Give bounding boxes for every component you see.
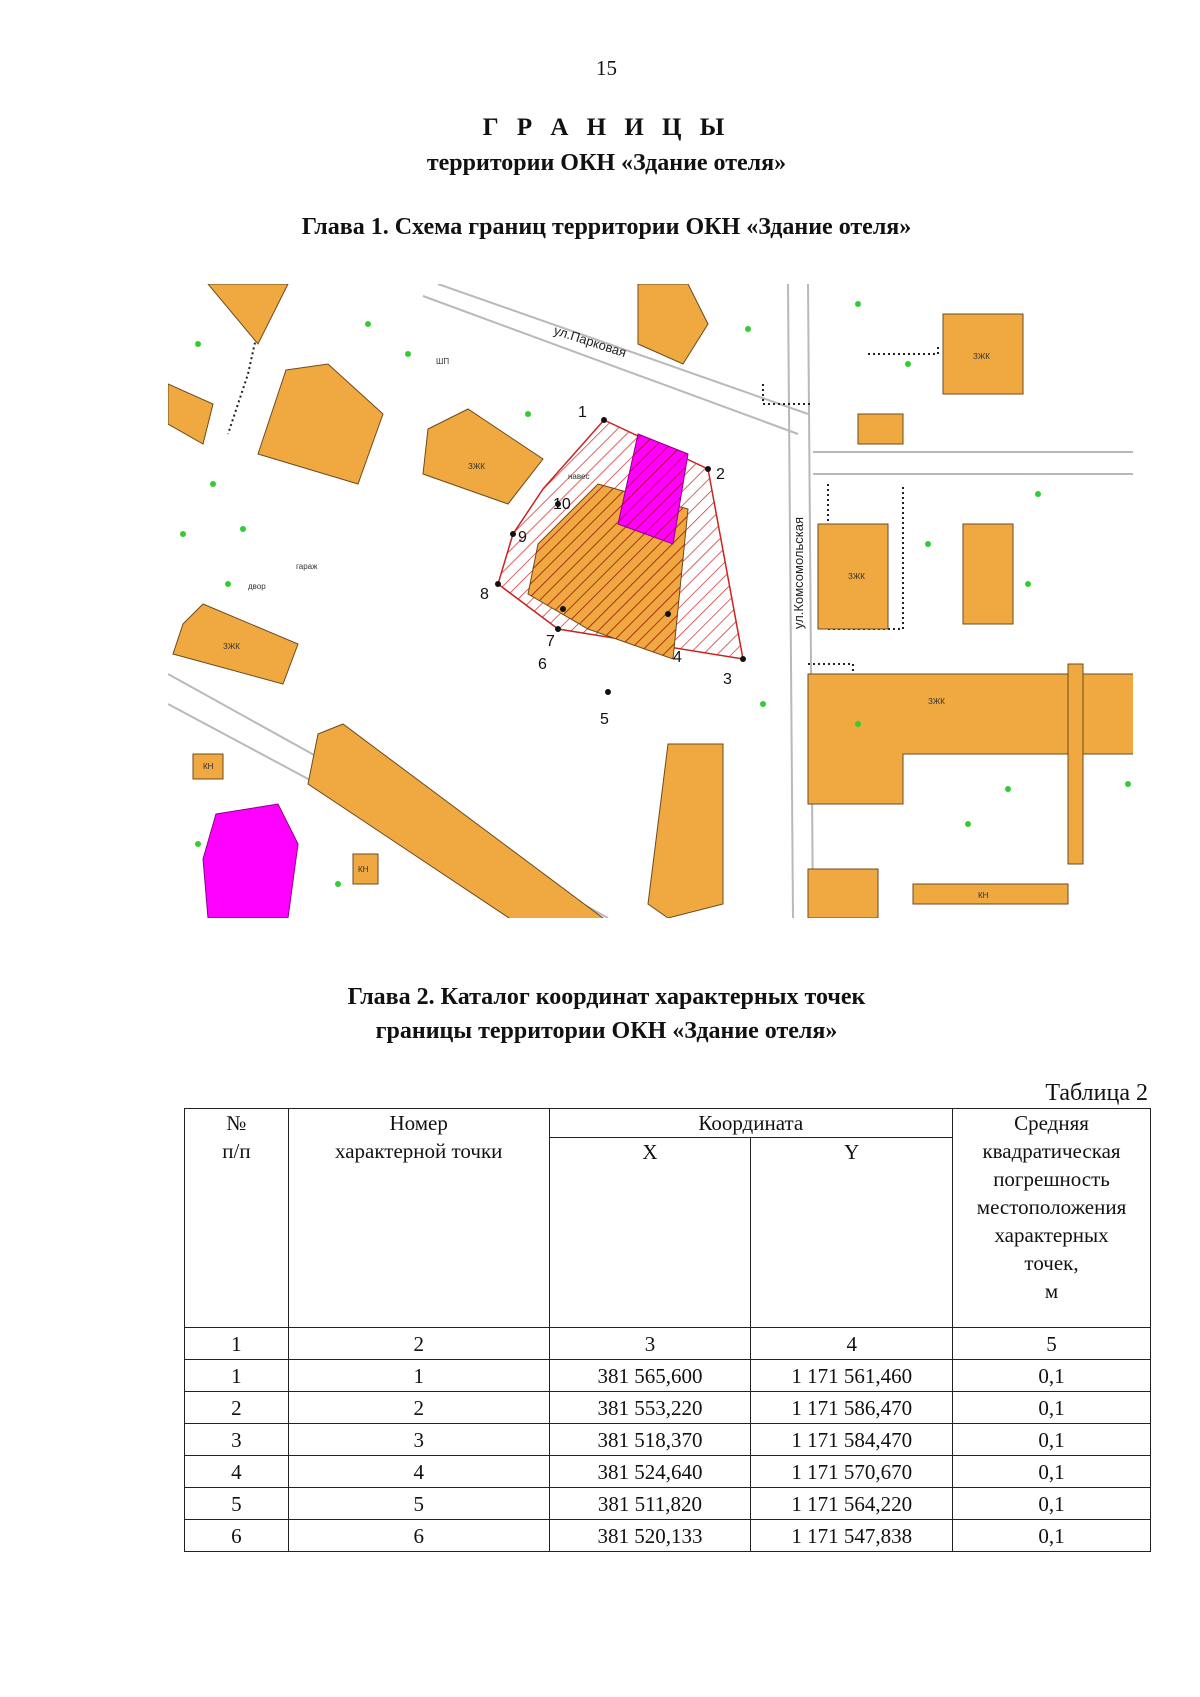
column-number: 4 (751, 1328, 953, 1360)
point-label-6: 6 (538, 656, 547, 673)
column-number: 1 (185, 1328, 289, 1360)
cell-x: 381 524,640 (549, 1456, 751, 1488)
point-label-5: 5 (600, 711, 609, 728)
cell-x: 381 520,133 (549, 1520, 751, 1552)
document-title: Г Р А Н И Ц Ы (482, 114, 731, 141)
label-zhk-5: ЗЖК (928, 697, 945, 706)
cell-point: 6 (288, 1520, 549, 1552)
header-error: Средняя квадратическая погрешность местоположения характерных точек, м (953, 1109, 1151, 1328)
street-label-parkovaya: ул.Парковая (552, 322, 629, 361)
cell-num: 3 (185, 1424, 289, 1456)
header-x: X (549, 1138, 751, 1328)
cell-error: 0,1 (953, 1424, 1151, 1456)
cell-point: 3 (288, 1424, 549, 1456)
label-zhk-2: ЗЖК (973, 352, 990, 361)
document-subtitle: территории ОКН «Здание отеля» (426, 150, 787, 176)
cell-y: 1 171 547,838 (751, 1520, 953, 1552)
point-label-9: 9 (518, 529, 527, 546)
point-label-1: 1 (578, 404, 587, 421)
point-label-4: 4 (673, 649, 682, 666)
cell-num: 5 (185, 1488, 289, 1520)
label-kn-2: КН (358, 865, 369, 874)
cell-error: 0,1 (953, 1456, 1151, 1488)
table-row (185, 1520, 1151, 1552)
header-coordinate: Координата (549, 1109, 953, 1138)
cell-error: 0,1 (953, 1520, 1151, 1552)
cell-y: 1 171 570,670 (751, 1456, 953, 1488)
cell-x: 381 518,370 (549, 1424, 751, 1456)
column-number: 3 (549, 1328, 751, 1360)
header-point: Номер характерной точки (288, 1109, 549, 1328)
map-drawing (168, 284, 1133, 918)
cell-error: 0,1 (953, 1488, 1151, 1520)
cell-error: 0,1 (953, 1392, 1151, 1424)
chapter-1-heading: Глава 1. Схема границ территории ОКН «Здание отеля» (301, 214, 912, 240)
column-number: 2 (288, 1328, 549, 1360)
cell-point: 1 (288, 1360, 549, 1392)
label-kn-3: КН (978, 891, 989, 900)
label-shp: ШП (436, 357, 450, 366)
label-naves: навес (568, 472, 590, 481)
point-label-10: 10 (553, 496, 571, 513)
cell-y: 1 171 564,220 (751, 1488, 953, 1520)
chapter-2-heading (0, 980, 1200, 1048)
street-label-komsomolskaya: ул.Комсомольская (791, 516, 806, 629)
cell-num: 2 (185, 1392, 289, 1424)
table-row (185, 1424, 1151, 1456)
cell-x: 381 553,220 (549, 1392, 751, 1424)
table-row (185, 1488, 1151, 1520)
cell-error: 0,1 (953, 1360, 1151, 1392)
page-number: 15 (596, 56, 617, 80)
cell-point: 5 (288, 1488, 549, 1520)
point-label-8: 8 (480, 586, 489, 603)
cell-x: 381 565,600 (549, 1360, 751, 1392)
column-number-row (185, 1328, 1151, 1360)
chapter-2-line-1: Глава 2. Каталог координат характерных точек (347, 984, 866, 1010)
okn-building-2 (203, 804, 298, 918)
label-zhk-4: ЗЖК (223, 642, 240, 651)
column-number: 5 (953, 1328, 1151, 1360)
cell-num: 6 (185, 1520, 289, 1552)
point-label-7: 7 (546, 633, 555, 650)
cell-y: 1 171 586,470 (751, 1392, 953, 1424)
point-label-3: 3 (723, 671, 732, 688)
table-row (185, 1360, 1151, 1392)
cell-y: 1 171 584,470 (751, 1424, 953, 1456)
chapter-2-line-2: границы территории ОКН «Здание отеля» (375, 1018, 838, 1044)
label-gar: гараж (296, 562, 318, 571)
cell-num: 1 (185, 1360, 289, 1392)
cell-num: 4 (185, 1456, 289, 1488)
label-kn-1: КН (203, 762, 214, 771)
point-label-2: 2 (716, 466, 725, 483)
label-dvor: двор (248, 582, 266, 591)
label-zhk-3: ЗЖК (848, 572, 865, 581)
boundary-map (168, 284, 1133, 918)
cell-y: 1 171 561,460 (751, 1360, 953, 1392)
table-row (185, 1392, 1151, 1424)
table-row (185, 1456, 1151, 1488)
table-label: Таблица 2 (1045, 1080, 1148, 1106)
label-zhk-1: ЗЖК (468, 462, 485, 471)
header-num: № п/п (185, 1109, 289, 1328)
coordinates-table (184, 1108, 1151, 1552)
header-y: Y (751, 1138, 953, 1328)
cell-point: 2 (288, 1392, 549, 1424)
cell-point: 4 (288, 1456, 549, 1488)
cell-x: 381 511,820 (549, 1488, 751, 1520)
